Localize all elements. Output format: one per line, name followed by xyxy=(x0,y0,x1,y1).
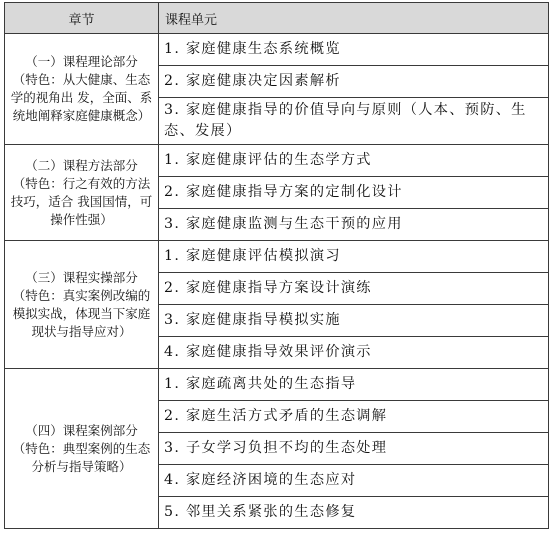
chapter-feature: （特色：从大健康、生态学的视角出 发，全面、系统地阐释家庭健康概念） xyxy=(10,72,153,123)
chapter-cell-cases xyxy=(5,369,159,529)
chapter-name: （二）课程方法部分 xyxy=(25,157,138,173)
chapter-cell-methods xyxy=(5,145,159,241)
unit-cell: 2. 家庭健康指导方案的定制化设计 xyxy=(159,177,549,209)
unit-cell: 2. 家庭健康决定因素解析 xyxy=(159,66,549,98)
chapter-cell-theory xyxy=(5,34,159,145)
unit-cell: 1. 家庭健康生态系统概览 xyxy=(159,34,549,66)
unit-cell: 4. 家庭健康指导效果评价演示 xyxy=(159,337,549,369)
unit-cell: 3. 家庭健康指导的价值导向与原则（人本、预防、生 态、发展） xyxy=(159,98,549,145)
table-row xyxy=(5,34,549,66)
header-unit: 课程单元 xyxy=(159,3,549,34)
header-row xyxy=(5,3,549,34)
chapter-name: （一）课程理论部分 xyxy=(25,54,138,69)
course-table-page xyxy=(4,2,548,547)
unit-cell: 4. 家庭经济困境的生态应对 xyxy=(159,465,549,497)
unit-cell: 3. 家庭健康指导模拟实施 xyxy=(159,305,549,337)
chapter-name: （三）课程实操部分 xyxy=(25,269,138,285)
header-chapter: 章节 xyxy=(5,3,159,34)
table-row xyxy=(5,145,549,177)
table-row xyxy=(5,369,549,401)
unit-cell: 2. 家庭生活方式矛盾的生态调解 xyxy=(159,401,549,433)
unit-cell: 3. 家庭健康监测与生态干预的应用 xyxy=(159,209,549,241)
chapter-name: （四）课程案例部分 xyxy=(25,422,138,438)
unit-cell: 5. 邻里关系紧张的生态修复 xyxy=(159,497,549,529)
unit-cell: 3. 子女学习负担不均的生态处理 xyxy=(159,433,549,465)
course-table xyxy=(4,2,549,529)
chapter-feature: （特色：真实案例改编的模拟实战，体现当下家庭现状与指导应对） xyxy=(12,287,151,339)
table-row xyxy=(5,241,549,273)
unit-cell: 1. 家庭健康评估的生态学方式 xyxy=(159,145,549,177)
chapter-feature: （特色：行之有效的方法技巧，适合 我国国情，可操作性强） xyxy=(10,175,153,227)
unit-cell: 1. 家庭疏离共处的生态指导 xyxy=(159,369,549,401)
unit-cell: 1. 家庭健康评估模拟演习 xyxy=(159,241,549,273)
chapter-feature: （特色：典型案例的生态分析与指导策略） xyxy=(12,440,151,474)
chapter-cell-practice xyxy=(5,241,159,369)
unit-cell: 2. 家庭健康指导方案设计演练 xyxy=(159,273,549,305)
